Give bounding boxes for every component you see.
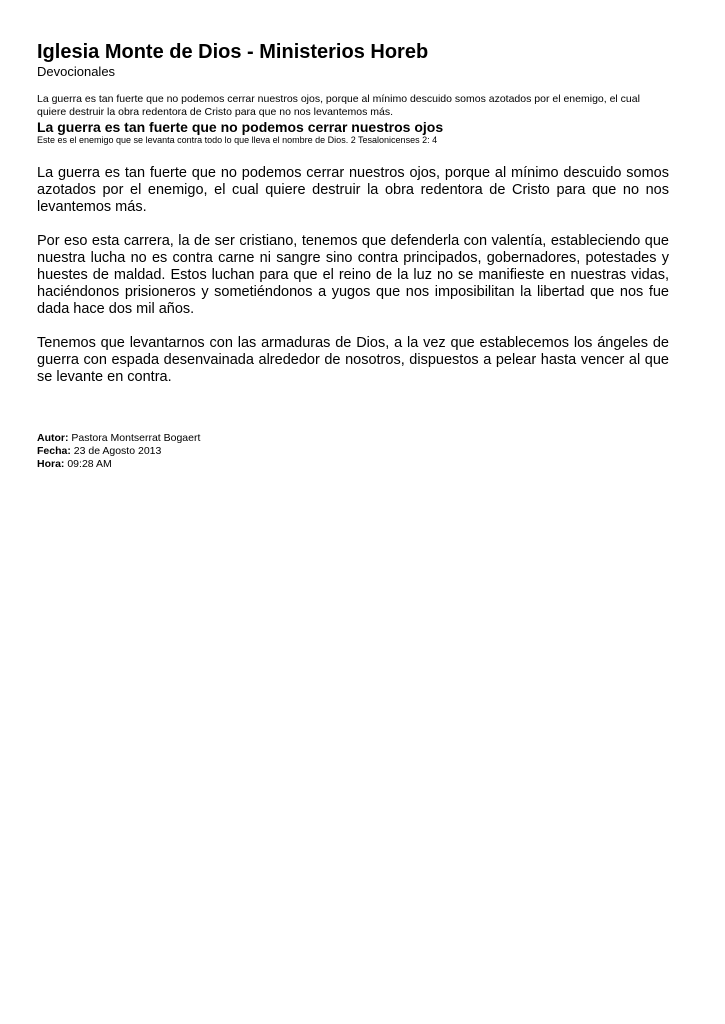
date-value: 23 de Agosto 2013 — [73, 445, 162, 457]
bible-verse: Este es el enemigo que se levanta contra todo lo que lleva el nombre de Dios. 2 Tesalonicenses 2: 4 — [37, 135, 438, 145]
date-line — [37, 445, 669, 458]
document-page — [37, 40, 669, 471]
date-label: Fecha: — [37, 445, 71, 457]
article-summary: La guerra es tan fuerte que no podemos cerrar nuestros ojos, porque al mínimo descuido somos azotados por el enemigo, el cual quiere destruir la obra redentora de Cristo para que no nos levantemos más. — [37, 93, 640, 118]
article-body — [37, 165, 669, 386]
author-value: Pastora Montserrat Bogaert — [71, 432, 201, 444]
site-title: Iglesia Monte de Dios - Ministerios Horeb — [37, 41, 429, 63]
time-label: Hora: — [37, 458, 65, 470]
article-title: La guerra es tan fuerte que no podemos cerrar nuestros ojos — [37, 119, 444, 135]
time-value: 09:28 AM — [67, 458, 112, 470]
section-name: Devocionales — [37, 64, 116, 79]
body-paragraph: La guerra es tan fuerte que no podemos cerrar nuestros ojos, porque al mínimo descuido somos azotados por el enemigo, el cual quiere destruir la obra redentora de Cristo para que no nos levantemos más. — [37, 165, 669, 215]
article-metadata — [37, 432, 669, 471]
time-line — [37, 458, 669, 471]
author-line — [37, 432, 669, 445]
body-paragraph: Por eso esta carrera, la de ser cristiano, tenemos que defenderla con valentía, estableciendo que nuestra lucha no es contra carne ni sangre sino contra principados, gobernadores, potestades y huestes de maldad. Estos luchan para que el reino de la luz no se manifieste en nuestras vidas, haciéndonos prisioneros y sometiéndonos a yugos que nos imposibilitan la libertad que nos fue dada hace dos mil años. — [37, 233, 669, 317]
body-paragraph: Tenemos que levantarnos con las armaduras de Dios, a la vez que establecemos los ángeles de guerra con espada desenvainada alrededor de nosotros, dispuestos a pelear hasta vencer al que se levante en contra. — [37, 335, 669, 385]
author-label: Autor: — [37, 432, 69, 444]
